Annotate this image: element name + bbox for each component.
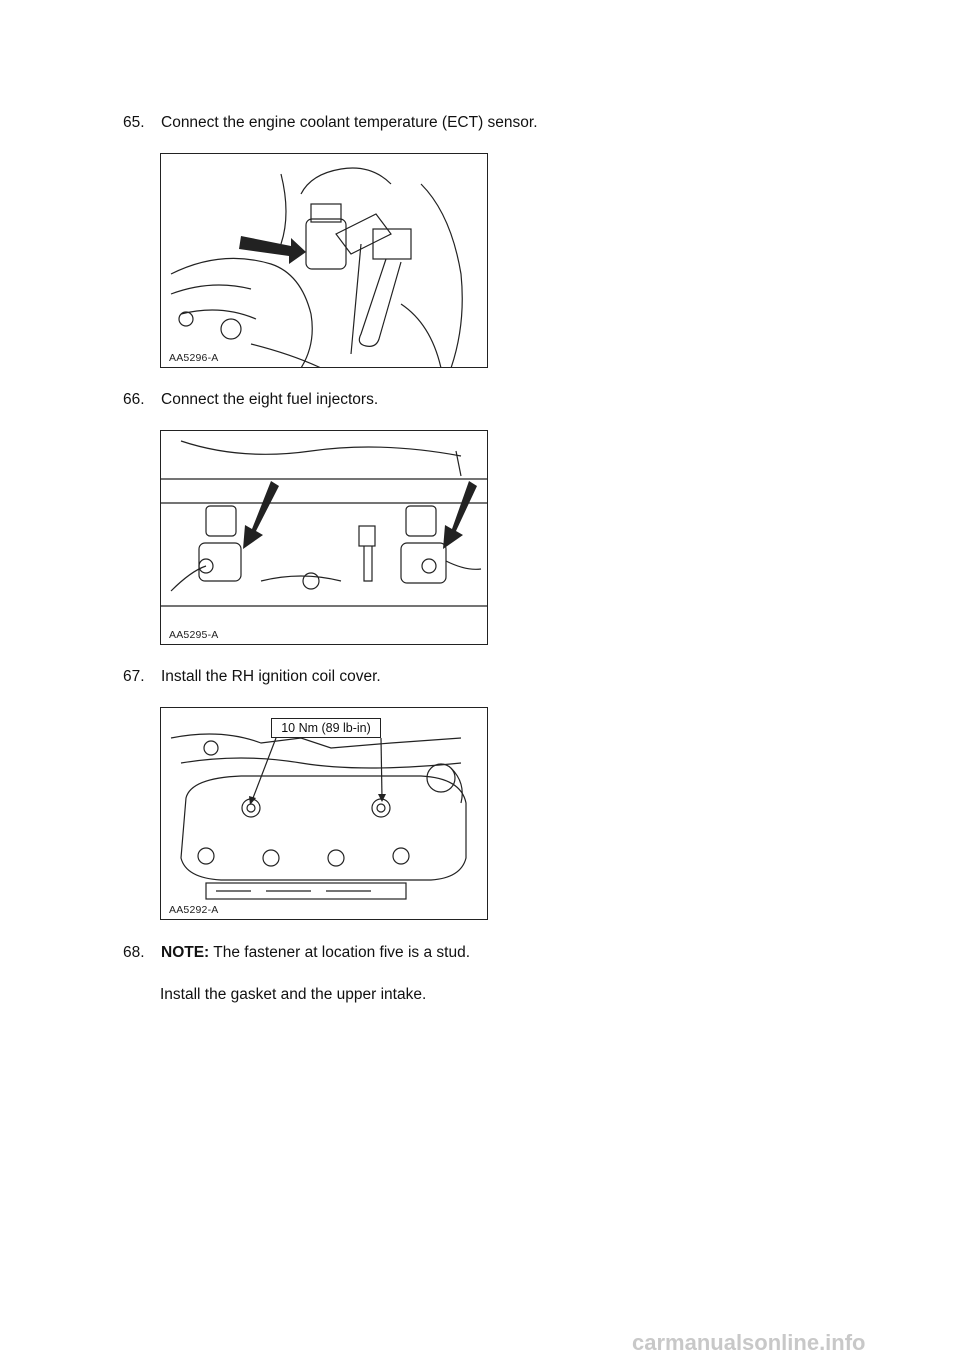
note-line xyxy=(161,943,470,963)
step-number: 68. xyxy=(123,944,145,961)
note-label: NOTE: xyxy=(161,944,210,961)
figure-label: AA5296-A xyxy=(169,352,219,364)
figure-ect-sensor xyxy=(160,153,488,368)
step-text: Connect the engine coolant temperature (ECT) sensor. xyxy=(161,114,538,131)
arrow-icon xyxy=(443,481,477,549)
figure-label: AA5295-A xyxy=(169,629,219,641)
step-text: Install the gasket and the upper intake. xyxy=(160,986,427,1003)
ect-sensor-illustration xyxy=(161,154,488,368)
arrow-icon xyxy=(378,794,386,802)
figure-label: AA5292-A xyxy=(169,904,219,916)
watermark: carmanualsonline.info xyxy=(632,1330,866,1355)
step-number: 65. xyxy=(123,114,145,131)
note-text: The fastener at location five is a stud. xyxy=(209,944,470,961)
figure-fuel-injectors xyxy=(160,430,488,645)
step-number: 67. xyxy=(123,668,145,685)
arrow-icon xyxy=(243,481,279,549)
step-number: 66. xyxy=(123,391,145,408)
fuel-injectors-illustration xyxy=(161,431,488,645)
ignition-coil-cover-illustration xyxy=(161,708,488,920)
torque-callout: 10 Nm (89 lb-in) xyxy=(271,718,381,738)
figure-ignition-coil-cover xyxy=(160,707,488,920)
step-text: Install the RH ignition coil cover. xyxy=(161,668,381,685)
step-text: Connect the eight fuel injectors. xyxy=(161,391,379,408)
